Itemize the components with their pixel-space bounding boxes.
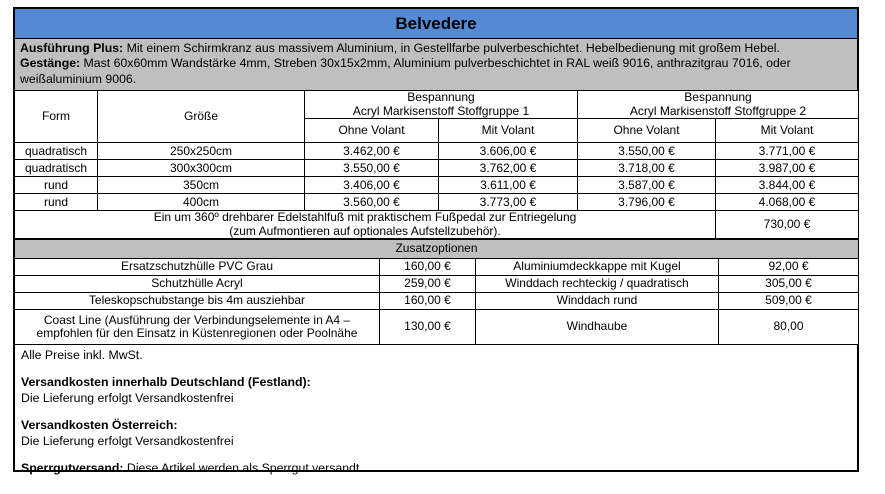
- zusatzoptionen-title: Zusatzoptionen: [15, 240, 859, 259]
- option-price-left: 160,00 €: [380, 293, 476, 310]
- cell-g1-ohne: 3.560,00 €: [305, 194, 439, 211]
- description-line-1-text: Mit einem Schirmkranz aus massivem Aluminium, in Gestellfarbe pulverbeschichtet. Hebelbedienung mit großem Hebel.: [123, 41, 780, 55]
- page-title: Belvedere: [14, 8, 858, 38]
- spacer: [21, 364, 852, 375]
- option-name-right: Aluminiumdeckkappe mit Kugel: [476, 259, 719, 276]
- option-name-left: Teleskopschubstange bis 4m ausziehbar: [15, 293, 380, 310]
- option-name-right: Winddach rechteckig / quadratisch: [476, 276, 719, 293]
- description-line-2-label: Gestänge:: [20, 56, 81, 71]
- option-name-right: Windhaube: [476, 310, 719, 345]
- table-row: [15, 310, 859, 345]
- table-row: [15, 143, 859, 160]
- spacer: [21, 407, 852, 418]
- cell-g2-ohne: 3.718,00 €: [578, 160, 716, 177]
- header-form: Form: [15, 91, 98, 143]
- description-line-1: [20, 41, 852, 56]
- cell-size: 350cm: [98, 177, 305, 194]
- subheader-g1-ohne-volant: Ohne Volant: [305, 119, 439, 143]
- option-name-right: Winddach rund: [476, 293, 719, 310]
- cell-form: rund: [15, 194, 98, 211]
- option-price-right: 92,00 €: [719, 259, 859, 276]
- stainless-base-line-2: (zum Aufmontieren auf optionales Aufstellzubehör).: [229, 223, 501, 238]
- cell-g1-ohne: 3.406,00 €: [305, 177, 439, 194]
- cell-g1-ohne: 3.462,00 €: [305, 143, 439, 160]
- shipping-de-text: Die Lieferung erfolgt Versandkostenfrei: [21, 391, 234, 406]
- table-row: [15, 194, 859, 211]
- vat-note: Alle Preise inkl. MwSt.: [21, 348, 143, 363]
- option-price-right: 305,00 €: [719, 276, 859, 293]
- cell-form: quadratisch: [15, 160, 98, 177]
- price-sheet: [13, 7, 859, 476]
- header-group-1-line-2: Acryl Markisenstoff Stoffgruppe 1: [352, 103, 530, 118]
- product-description-band: [14, 38, 858, 90]
- cell-size: 400cm: [98, 194, 305, 211]
- price-table: [14, 90, 859, 239]
- cell-form: quadratisch: [15, 143, 98, 160]
- cell-size: 250x250cm: [98, 143, 305, 160]
- cell-g1-mit: 3.773,00 €: [439, 194, 578, 211]
- bulky-shipping-text: Diese Artikel werden als Sperrgut versandt: [123, 461, 360, 476]
- shipping-at-text: Die Lieferung erfolgt Versandkostenfrei: [21, 434, 234, 449]
- cell-g2-mit: 4.068,00 €: [716, 194, 859, 211]
- description-line-1-label: Ausführung Plus:: [20, 41, 124, 55]
- cell-g2-mit: 3.844,00 €: [716, 177, 859, 194]
- shipping-de-label: [21, 375, 852, 391]
- bulky-shipping-label: Sperrgutversand:: [21, 461, 124, 476]
- subheader-g2-mit-volant: Mit Volant: [716, 119, 859, 143]
- subheader-g1-mit-volant: Mit Volant: [439, 119, 578, 143]
- price-table-header-row: [15, 91, 859, 119]
- option-name-left-line-2: empfohlen für den Einsatz in Küstenregionen oder Poolnähe: [36, 326, 358, 341]
- cell-g1-mit: 3.762,00 €: [439, 160, 578, 177]
- cell-g2-mit: 3.987,00 €: [716, 160, 859, 177]
- header-group-2-line-1: Bespannung: [684, 90, 752, 105]
- stainless-base-line-1: Ein um 360º drehbarer Edelstahlfuß mit praktischem Fußpedal zur Entriegelung: [153, 210, 577, 225]
- cell-g2-mit: 3.771,00 €: [716, 143, 859, 160]
- header-group-2-line-2: Acryl Markisenstoff Stoffgruppe 2: [629, 103, 807, 118]
- stainless-base-description: [15, 211, 716, 239]
- notes-block: [14, 345, 858, 476]
- option-name-left: Ersatzschutzhülle PVC Grau: [15, 259, 380, 276]
- zusatzoptionen-table: [14, 239, 859, 345]
- shipping-de-label-text: Versandkosten innerhalb Deutschland (Festland):: [21, 375, 311, 390]
- header-group-1: [305, 91, 578, 119]
- option-price-right: 509,00 €: [719, 293, 859, 310]
- spacer: [21, 450, 852, 461]
- table-row: [15, 177, 859, 194]
- cell-g1-ohne: 3.550,00 €: [305, 160, 439, 177]
- option-name-left: [15, 310, 380, 345]
- option-price-left: 160,00 €: [380, 259, 476, 276]
- cell-g2-ohne: 3.796,00 €: [578, 194, 716, 211]
- table-row: [15, 259, 859, 276]
- shipping-at-label-text: Versandkosten Österreich:: [21, 418, 178, 433]
- cell-g1-mit: 3.611,00 €: [439, 177, 578, 194]
- header-group-2: [578, 91, 859, 119]
- subheader-g2-ohne-volant: Ohne Volant: [578, 119, 716, 143]
- shipping-at-label: [21, 418, 852, 434]
- option-price-left: 259,00 €: [380, 276, 476, 293]
- zusatzoptionen-title-row: [15, 240, 859, 259]
- bulky-shipping-note: [21, 461, 852, 477]
- stainless-base-row: [15, 211, 859, 239]
- option-price-right: 80,00: [719, 310, 859, 345]
- header-group-1-line-1: Bespannung: [407, 90, 475, 105]
- cell-g1-mit: 3.606,00 €: [439, 143, 578, 160]
- cell-g2-ohne: 3.550,00 €: [578, 143, 716, 160]
- table-row: [15, 293, 859, 310]
- table-row: [15, 276, 859, 293]
- description-line-2-text: Mast 60x60mm Wandstärke 4mm, Streben 30x15x2mm, Aluminium pulverbeschichtet in RAL weiß 9016, anthrazitgrau 7016, oder weißaluminium 9006.: [20, 56, 791, 86]
- description-line-2: [20, 56, 852, 87]
- table-row: [15, 160, 859, 177]
- cell-form: rund: [15, 177, 98, 194]
- header-size: Größe: [98, 91, 305, 143]
- option-name-left-line-1: Coast Line (Ausführung der Verbindungselemente in A4 –: [43, 312, 351, 327]
- cell-size: 300x300cm: [98, 160, 305, 177]
- cell-g2-ohne: 3.587,00 €: [578, 177, 716, 194]
- stainless-base-price: 730,00 €: [716, 211, 859, 239]
- option-price-left: 130,00 €: [380, 310, 476, 345]
- option-name-left: Schutzhülle Acryl: [15, 276, 380, 293]
